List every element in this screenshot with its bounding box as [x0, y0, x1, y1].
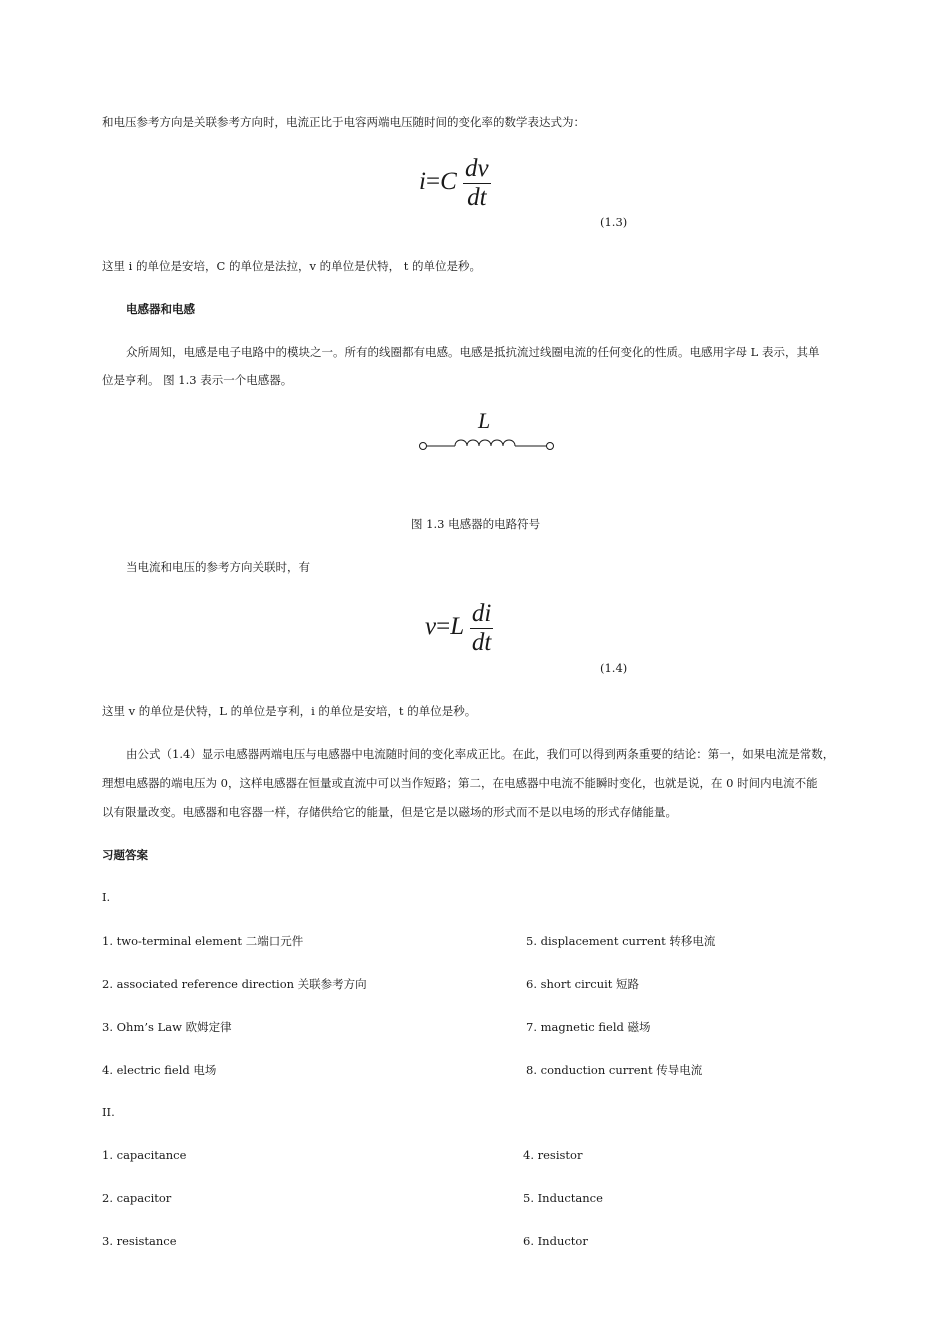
when-line: 当电流和电压的参考方向关联时，有 [126, 560, 310, 574]
para-conclusion-line-3: 以有限量改变。电感器和电容器一样，存储供给它的能量，但是它是以磁场的形式而不是以电场的形式存储能量。 [102, 805, 677, 819]
eq2-coef: L [450, 613, 464, 641]
equation-1-3 [419, 155, 491, 212]
eq2-numerator: di [471, 600, 492, 627]
list-item: 3. resistance [102, 1234, 177, 1248]
section-1-label: I. [102, 890, 111, 904]
eq1-equals: = [425, 168, 441, 196]
para-inductor-line-2: 位是亨利。 图 1.3 表示一个电感器。 [102, 373, 293, 387]
list-item: 3. Ohm’s Law 欧姆定律 [102, 1020, 232, 1034]
intro-line: 和电压参考方向是关联参考方向时，电流正比于电容两端电压随时间的变化率的数学表达式为： [102, 115, 585, 129]
list-item: 5. Inductance [523, 1191, 603, 1205]
list-item: 6. Inductor [523, 1234, 588, 1248]
para-conclusion-line-2: 理想电感器的端电压为 0，这样电感器在恒量或直流中可以当作短路；第二，在电感器中电流不能瞬时变化，也就是说，在 0 时间内电流不能 [102, 776, 818, 790]
list-item: 7. magnetic field 磁场 [526, 1020, 651, 1034]
section-2-label: II. [102, 1105, 115, 1119]
eq2-number: (1.4) [600, 661, 628, 675]
list-item: 1. two-terminal element 二端口元件 [102, 934, 304, 948]
units-line-2: 这里 v 的单位是伏特，L 的单位是亨利，i 的单位是安培，t 的单位是秒。 [102, 704, 477, 718]
list-item: 4. electric field 电场 [102, 1063, 217, 1077]
para-inductor-line-1: 众所周知，电感是电子电路中的模块之一。所有的线圈都有电感。电感是抵抗流过线圈电流的任何变化的性质。电感用字母 L 表示，其单 [126, 345, 820, 359]
eq2-fraction [470, 600, 493, 657]
units-line-1: 这里 i 的单位是安培，C 的单位是法拉，v 的单位是伏特， t 的单位是秒。 [102, 259, 482, 273]
heading-inductor: 电感器和电感 [126, 302, 195, 316]
list-item: 1. capacitance [102, 1148, 187, 1162]
eq1-numerator: dv [465, 155, 489, 182]
eq2-lhs: v [425, 613, 437, 641]
heading-answers: 习题答案 [102, 848, 148, 862]
para-conclusion-line-1: 由公式（1.4）显示电感器两端电压与电感器中电流随时间的变化率成正比。在此，我们可以得到两条重要的结论：第一，如果电流是常数， [126, 747, 835, 761]
inductor-label: L [478, 408, 491, 433]
eq2-denominator: dt [471, 629, 492, 656]
eq1-denominator: dt [467, 184, 487, 211]
eq1-fraction [463, 155, 491, 212]
list-item: 5. displacement current 转移电流 [526, 934, 716, 948]
eq1-lhs: i [419, 168, 426, 196]
list-item: 6. short circuit 短路 [526, 977, 640, 991]
list-item: 2. associated reference direction 关联参考方向 [102, 977, 367, 991]
eq1-coef: C [440, 168, 457, 196]
eq2-equals: = [436, 613, 451, 641]
eq1-number: (1.3) [600, 215, 628, 229]
list-item: 4. resistor [523, 1148, 583, 1162]
inductor-symbol [415, 436, 560, 456]
list-item: 8. conduction current 传导电流 [526, 1063, 703, 1077]
list-item: 2. capacitor [102, 1191, 172, 1205]
equation-1-4 [425, 600, 493, 657]
figure-caption: 图 1.3 电感器的电路符号 [411, 517, 541, 531]
